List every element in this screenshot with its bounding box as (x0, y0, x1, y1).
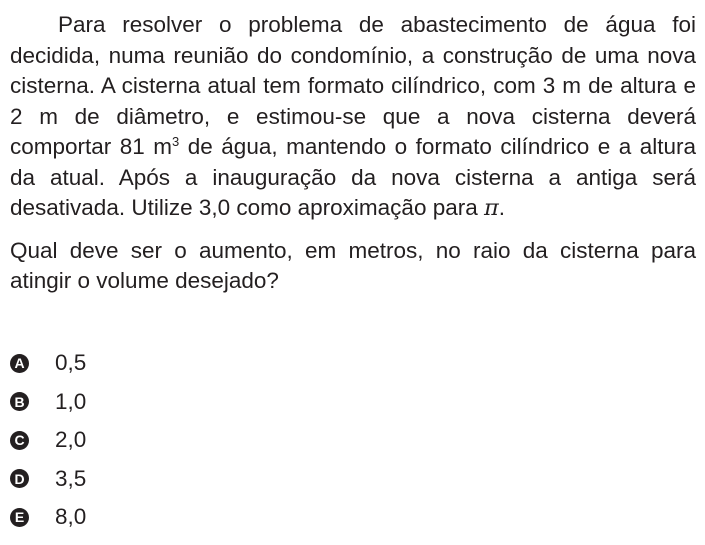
option-letter-a-badge: A (10, 354, 29, 373)
option-letter-e-badge: E (10, 508, 29, 527)
option-letter-d-badge: D (10, 469, 29, 488)
option-a-text: 0,5 (55, 350, 87, 375)
answer-options (10, 344, 86, 537)
option-a[interactable] (10, 344, 86, 383)
context-text-part-2: de água, mantendo o formato cilíndrico e a altura da atual. Após a inauguração da nova cisterna a antiga será desativada. Utilize 3,0 como aproximação para (10, 134, 696, 220)
option-c[interactable] (10, 421, 86, 460)
option-b-text: 1,0 (55, 388, 87, 414)
option-b[interactable] (10, 383, 86, 422)
question-prompt: Qual deve ser o aumento, em metros, no raio da cisterna para atingir o volume desejado? (10, 237, 696, 293)
question-statement (10, 10, 696, 297)
option-letter-b-badge: B (10, 392, 29, 411)
question-context (10, 10, 696, 224)
context-text-end: . (498, 195, 506, 220)
option-c-text: 2,0 (55, 427, 87, 452)
option-d-text: 3,5 (55, 465, 87, 491)
option-d[interactable] (10, 460, 86, 499)
cubic-exponent: 3 (172, 134, 180, 149)
context-text-part-1: Para resolver o problema de abastecimento de água foi decidida, numa reunião do condomínio, a construção de uma nova cisterna. A cisterna atual tem formato cilíndrico, com 3 m de altura e 2 m de diâmetro, e estimou-se que a nova cisterna deverá comportar 81 m (10, 12, 696, 159)
pi-symbol: π (484, 195, 499, 221)
option-e-text: 8,0 (55, 504, 87, 529)
option-letter-c-badge: C (10, 431, 29, 450)
option-e[interactable] (10, 498, 86, 537)
